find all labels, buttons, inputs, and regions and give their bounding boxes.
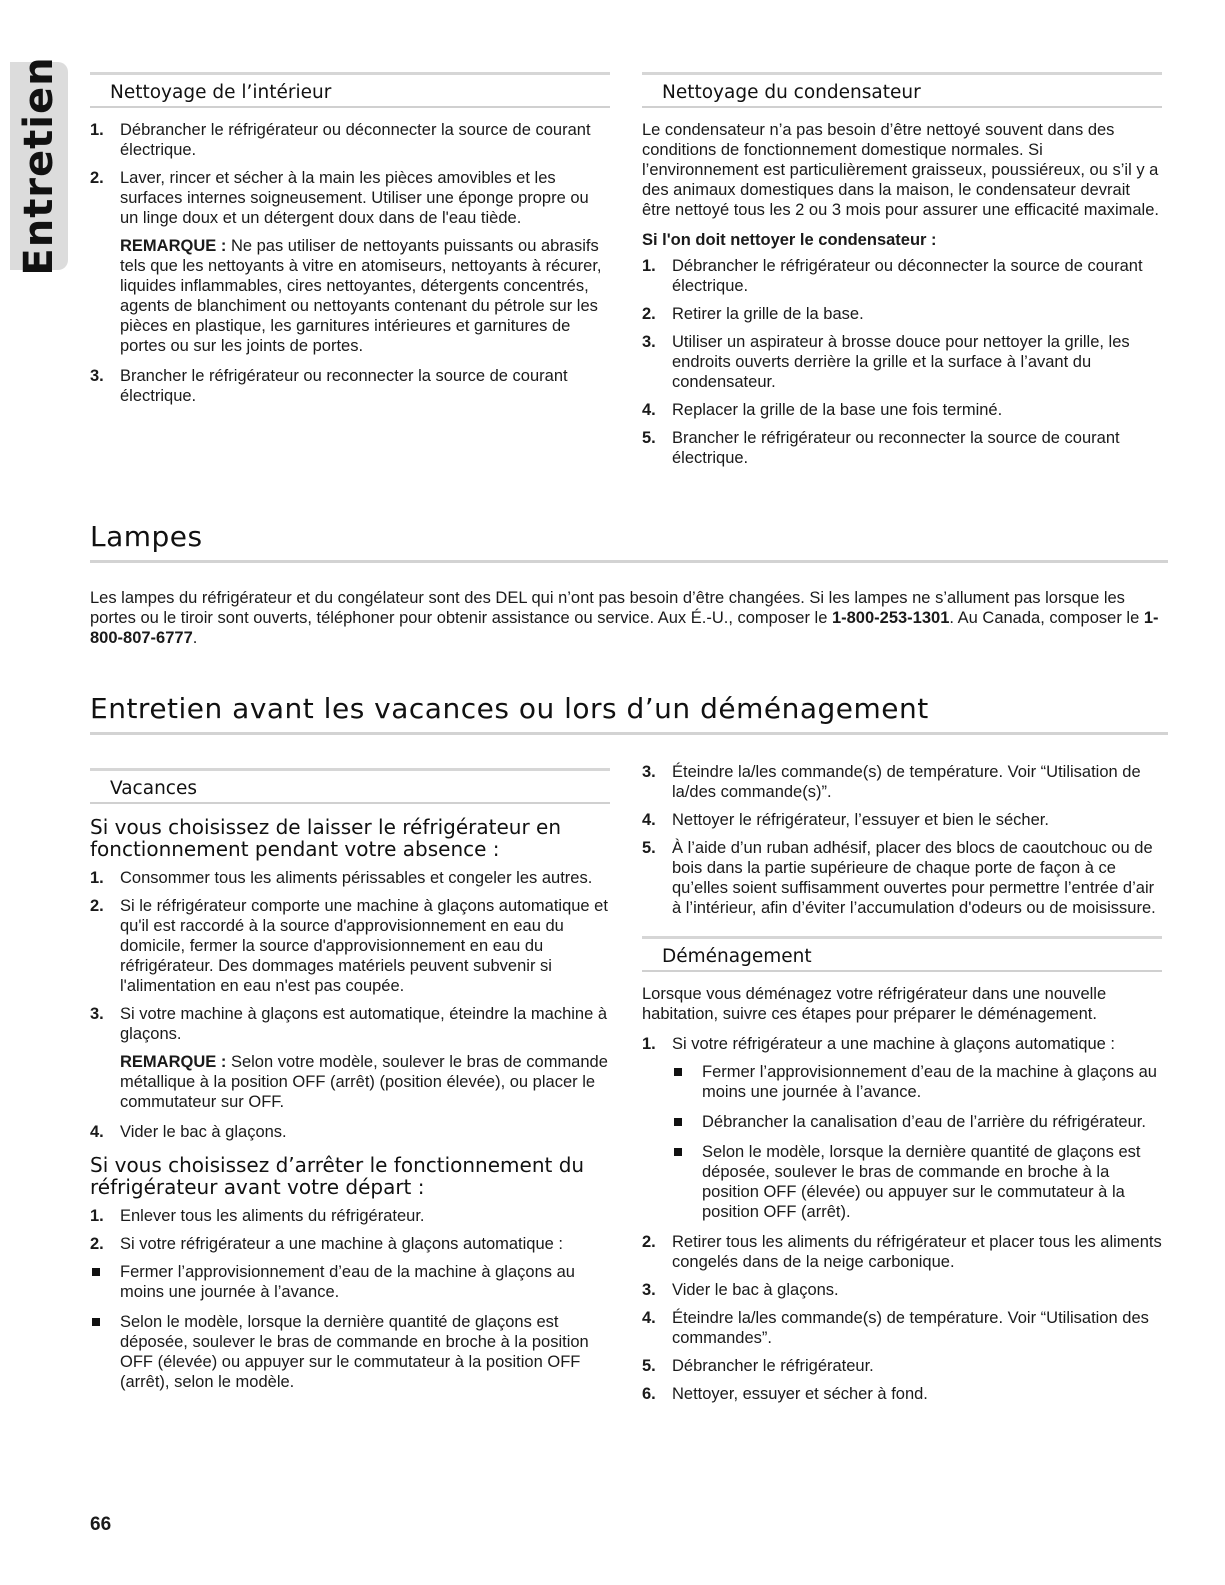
condenser-bold-intro: Si l'on doit nettoyer le condensateur : [642,231,937,249]
leave-on-steps [90,868,610,1142]
moving-steps [642,1034,1162,1404]
condenser-cleaning-section [642,72,1162,476]
list-item: 1. Débrancher le réfrigérateur ou déconnecter la source de courant électrique. [90,121,591,159]
list-item: 6. Nettoyer, essuyer et sécher à fond. [642,1385,928,1403]
list-item: 1. Enlever tous les aliments du réfrigérateur. [90,1207,425,1225]
list-item: 1. Débrancher le réfrigérateur ou déconnecter la source de courant électrique. [642,257,1143,295]
moving-bullets [642,1062,1162,1222]
section-side-tab [10,56,68,276]
bullet-square-icon [674,1118,682,1126]
interior-cleaning-title: Nettoyage de l’intérieur [90,72,610,108]
list-item: Selon le modèle, lorsque la dernière quantité de glaçons est déposée, soulever le bras de commande en broche à la position OFF (élevée) ou appuyer sur le commutateur à la position OFF (arrêt), selon le modèle. [60,1312,610,1392]
us-phone-number: 1-800-253-1301 [831,609,950,627]
side-tab-label: Entretien [16,56,62,276]
lamps-text: Les lampes du réfrigérateur et du congélateur sont des DEL qui n’ont pas besoin d’être changées. Si les lampes ne s’allument pas lorsque les portes ou le tiroir sont ouverts, téléphoner pour obtenir assistance ou service. Aux É.-U., composer le 1-800-253-1301. Au Canada, composer le 1-800-807-6777. [90,589,1159,647]
turn-off-title: Si vous choisissez d’arrêter le fonctionnement du réfrigérateur avant votre départ : [90,1153,585,1199]
condenser-cleaning-title: Nettoyage du condensateur [642,72,1162,108]
list-item: 2. Si le réfrigérateur comporte une machine à glaçons automatique et qu'il est raccordé à la source d'approvisionnement en eau du domicile, fermer la source d'approvisionnement en eau du réfrigérateur. Des dommages matériels peuvent subvenir si l'alimentation en eau n'est pas coupée. [90,897,608,995]
list-item: Selon le modèle, lorsque la dernière quantité de glaçons est déposée, soulever le bras de commande en broche à la position OFF (élevée) ou appuyer sur le commutateur à la position OFF (arrêt). [642,1142,1162,1222]
list-item: 3. Éteindre la/les commande(s) de température. Voir “Utilisation de la/des commande(s)”. [642,763,1141,801]
bullet-square-icon [674,1148,682,1156]
bullet-square-icon [674,1068,682,1076]
lamps-divider [90,560,1168,563]
page-number: 66 [90,1514,112,1535]
interior-cleaning-section [90,72,610,414]
vacation-moving-heading: Entretien avant les vacances ou lors d’un déménagement [90,692,929,725]
list-item: 2. Retirer tous les aliments du réfrigérateur et placer tous les aliments congelés dans de la neige carbonique. [642,1233,1162,1271]
list-item: 1. Si votre réfrigérateur a une machine à glaçons automatique : Fermer l’approvisionnement d’eau de la machine à glaçons au moins une journée à l’avance. Débrancher la canalisation d’eau de l’arrière du réfrigérateur. Selon le modèle, lorsque la dernière quantité de glaçons est déposée, soulever le bras de commande en broche à la position OFF (élevée) ou appuyer sur le commutateur à la position OFF (arrêt). [642,1034,1162,1222]
interior-steps [90,120,610,406]
list-item: 4. Replacer la grille de la base une fois terminé. [642,401,1003,419]
interior-note: REMARQUE : Ne pas utiliser de nettoyants puissants ou abrasifs tels que les nettoyants à vitre en atomiseurs, nettoyants à récurer, liquides inflammables, cires nettoyantes, détergents concentrés, agents de blanchiment ou nettoyants contenant du pétrole sur les pièces en plastique, les garnitures intérieures et garnitures de portes ou sur les joints de portes. [120,237,602,355]
vacation-note: REMARQUE : Selon votre modèle, soulever le bras de commande métallique à la position OFF (arrêt) (position élevée), ou placer le commutateur sur OFF. [120,1053,608,1111]
vacation-continued-and-moving [642,762,1162,1412]
list-item: 5. À l’aide d’un ruban adhésif, placer des blocs de caoutchouc ou de bois dans la partie supérieure de chaque porte de façon à ce qu’elles soient suffisamment ouvertes pour permettre l’entrée d’air à l’intérieur, afin d’éviter l’accumulation d'odeurs ou de moisissure. [642,839,1156,917]
condenser-intro: Le condensateur n’a pas besoin d’être nettoyé souvent dans des conditions de fonctionnement domestique normales. Si l’environnement est particulièrement graisseux, poussiéreux, ou s’il y a des animaux domestiques dans la maison, le condensateur devrait être nettoyé tous les 2 ou 3 mois pour assurer une efficacité maximale. [642,121,1159,219]
canada-phone-number: 1-800-807-6777 [90,609,1159,647]
list-item: 3. Vider le bac à glaçons. [642,1281,839,1299]
vacation-moving-divider [90,732,1168,735]
moving-intro: Lorsque vous déménagez votre réfrigérateur dans une nouvelle habitation, suivre ces étapes pour préparer le déménagement. [642,985,1107,1023]
list-item: 2. Retirer la grille de la base. [642,305,864,323]
vacation-section [90,768,610,1402]
list-item: 5. Brancher le réfrigérateur ou reconnecter la source de courant électrique. [642,429,1120,467]
list-item: 4. Nettoyer le réfrigérateur, l’essuyer et bien le sécher. [642,811,1049,829]
list-item: 3. Si votre machine à glaçons est automatique, éteindre la machine à glaçons. REMARQUE : Selon votre modèle, soulever le bras de commande métallique à la position OFF (arrêt) (position élevée), ou placer le commutateur sur OFF. [90,1004,610,1112]
list-item: 4. Vider le bac à glaçons. [90,1123,287,1141]
list-item: 2. Laver, rincer et sécher à la main les pièces amovibles et les surfaces internes soigneusement. Utiliser une éponge propre ou un linge doux et un détergent doux dans de l'eau tiède. REMARQUE : Ne pas utiliser de nettoyants puissants ou abrasifs tels que les nettoyants à vitre en atomiseurs, nettoyants à récurer, liquides inflammables, cires nettoyantes, détergents concentrés, agents de blanchiment ou nettoyants contenant du pétrole sur les pièces en plastique, les garnitures intérieures et garnitures de portes ou sur les joints de portes. [90,168,610,356]
lamps-heading: Lampes [90,520,203,553]
condenser-steps [642,256,1162,468]
turn-off-steps-continued [642,762,1162,918]
list-item: 1. Consommer tous les aliments périssables et congeler les autres. [90,869,593,887]
leave-on-title: Si vous choisissez de laisser le réfrigérateur en fonctionnement pendant votre absence : [90,815,562,861]
bullet-square-icon [92,1268,100,1276]
list-item: Fermer l’approvisionnement d’eau de la machine à glaçons au moins une journée à l’avance. [642,1062,1162,1102]
list-item: 4. Éteindre la/les commande(s) de température. Voir “Utilisation des commandes”. [642,1309,1149,1347]
turn-off-steps [90,1206,610,1254]
list-item: Fermer l’approvisionnement d’eau de la machine à glaçons au moins une journée à l’avance. [60,1262,610,1302]
list-item: 3. Brancher le réfrigérateur ou reconnecter la source de courant électrique. [90,367,568,405]
list-item: 5. Débrancher le réfrigérateur. [642,1357,874,1375]
moving-title: Déménagement [642,936,1162,972]
list-item: 3. Utiliser un aspirateur à brosse douce pour nettoyer la grille, les endroits ouverts derrière la grille et la surface à l’avant du condensateur. [642,333,1130,391]
turn-off-bullets [60,1262,610,1392]
list-item: Débrancher la canalisation d’eau de l’arrière du réfrigérateur. [642,1112,1162,1132]
bullet-square-icon [92,1318,100,1326]
vacation-title: Vacances [90,768,610,804]
list-item: 2. Si votre réfrigérateur a une machine à glaçons automatique : [90,1235,564,1253]
